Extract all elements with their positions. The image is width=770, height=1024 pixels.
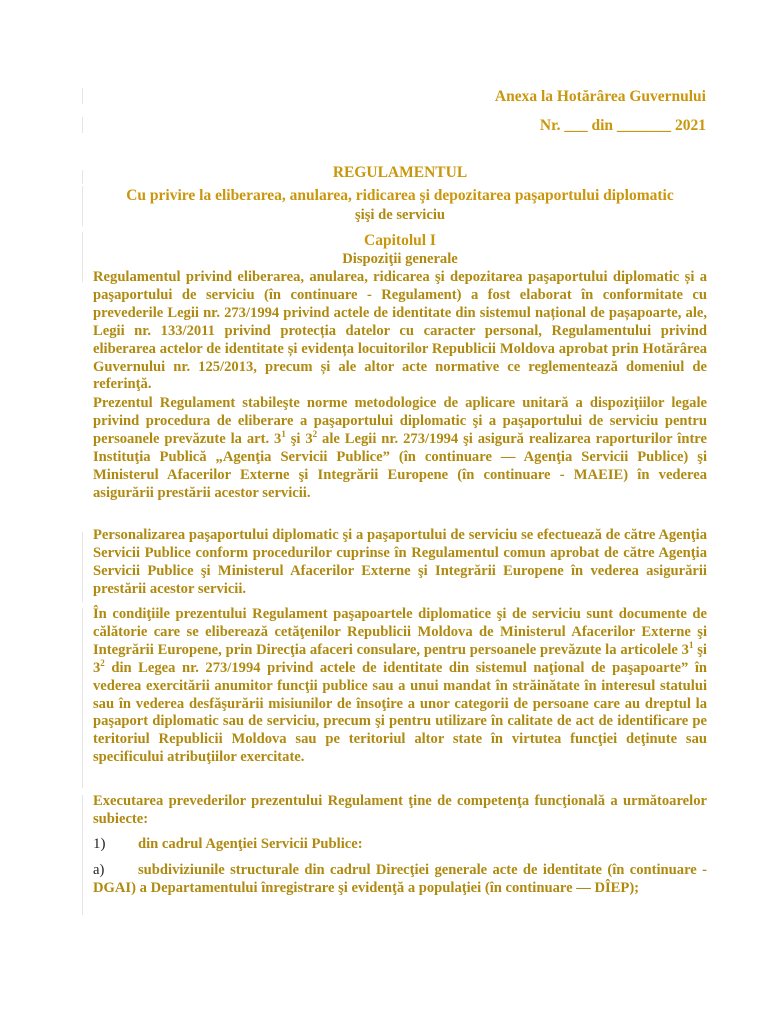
list-item-number: 1) bbox=[93, 836, 106, 852]
margin-marker bbox=[82, 170, 83, 184]
list-subitem-a bbox=[93, 861, 707, 897]
document-subtitle-line1: Cu privire la eliberarea, anularea, ridicarea şi depozitarea paşaportului diplomatic bbox=[126, 187, 674, 204]
margin-marker bbox=[82, 88, 83, 104]
annex-line: Anexa la Hotărârea Guvernului bbox=[494, 88, 706, 105]
subitem-label: a) bbox=[93, 862, 105, 878]
paragraph-3: Personalizarea paşaportului diplomatic şi a paşaportului de serviciu se efectuează de către Agenţia Servicii Publice conform procedurilor cuprinse în Regulamentul comun aprobat de către Agenţia Servicii Publice şi Ministerul Afacerilor Externe şi Integrării Europene în vederea asigurării prestării acestor servicii. bbox=[93, 527, 707, 597]
margin-marker bbox=[82, 608, 83, 788]
margin-marker bbox=[82, 117, 83, 133]
number-line: Nr. ___ din _______ 2021 bbox=[539, 117, 706, 134]
subitem-text: subdiviziunile structurale din cadrul Direcţiei generale acte de identitate (în continuare - DGAI) a Departamentului înregistrare şi evidenţă a populaţiei (în continuare — DÎEP); bbox=[93, 862, 707, 896]
chapter-title: Dispoziţii generale bbox=[342, 251, 458, 267]
list-item-text: din cadrul Agenţiei Servicii Publice: bbox=[138, 836, 363, 852]
paragraph-5: Executarea prevederilor prezentului Regulament ţine de competenţa funcţională a următoarelor subiecte: bbox=[93, 793, 707, 827]
document-subtitle-line2: şişi de serviciu bbox=[355, 207, 445, 223]
paragraph-2: Prezentul Regulament stabileşte norme metodologice de aplicare unitară a dispoziţiilor legale privind procedura de eliberare a paşaportului diplomatic şi a paşaportului de serviciu pentru persoanele prevăzute la art. $3^1$ şi $3^2$ ale Legii nr. 273/1994 şi asigură realizarea raporturilor între Instituţia Publică „Agenţia Servicii Publice” (în continuare — Agenţia Servicii Publice) şi Ministerul Afacerilor Externe şi Integrării Europene (în continuare - MAEIE) în vederea asigurării prestării acestor servicii. bbox=[93, 395, 707, 501]
chapter-heading: Capitolul I bbox=[364, 232, 436, 249]
document-title: REGULAMENTUL bbox=[332, 164, 468, 181]
margin-marker bbox=[82, 795, 83, 915]
margin-marker bbox=[82, 232, 83, 282]
paragraph-1: Regulamentul privind eliberarea, anularea, ridicarea şi depozitarea paşaportului diplomatic și a paşaportului de serviciu (în continuare - Regulament) a fost elaborat în conformitate cu prevederile Legii nr. 273/1994 privind actele de identitate din sistemul național de pașapoarte, ale, Legii nr. 133/2011 privind protecția datelor cu caracter personal, Regulamentului privind eliberarea actelor de identitate și evidența locuitorilor Republicii Moldova aprobat prin Hotărârea Guvernului nr. 125/2013, precum și ale altor acte normative ce reglementează domeniul de referinţă. bbox=[93, 269, 707, 393]
margin-marker bbox=[82, 532, 83, 602]
paragraph-4: În condiţiile prezentului Regulament paşapoartele diplomatice şi de serviciu sunt documente de călătorie care se eliberează cetăţenilor Republicii Moldova de Ministerul Afacerilor Externe şi Integrării Europene, prin Direcţia afaceri consulare, pentru persoanele prevăzute la articolele $3^1$ şi $3^2$ din Legea nr. 273/1994 privind actele de identitate din sistemul naţional de paşapoarte” în vederea exercitării anumitor funcţii publice sau a unui mandat în străinătate în interesul statului sau în vederea desfăşurării misiunilor de însoţire a unor categorii de persoane care au dreptul la paşaport diplomatic sau de serviciu, precum şi pentru utilizare în calitate de act de identificare pe teritoriul Republicii Moldova sau pe teritoriul altor state în virtutea funcţiei deţinute sau specificului atribuţiilor exercitate. bbox=[93, 606, 707, 766]
